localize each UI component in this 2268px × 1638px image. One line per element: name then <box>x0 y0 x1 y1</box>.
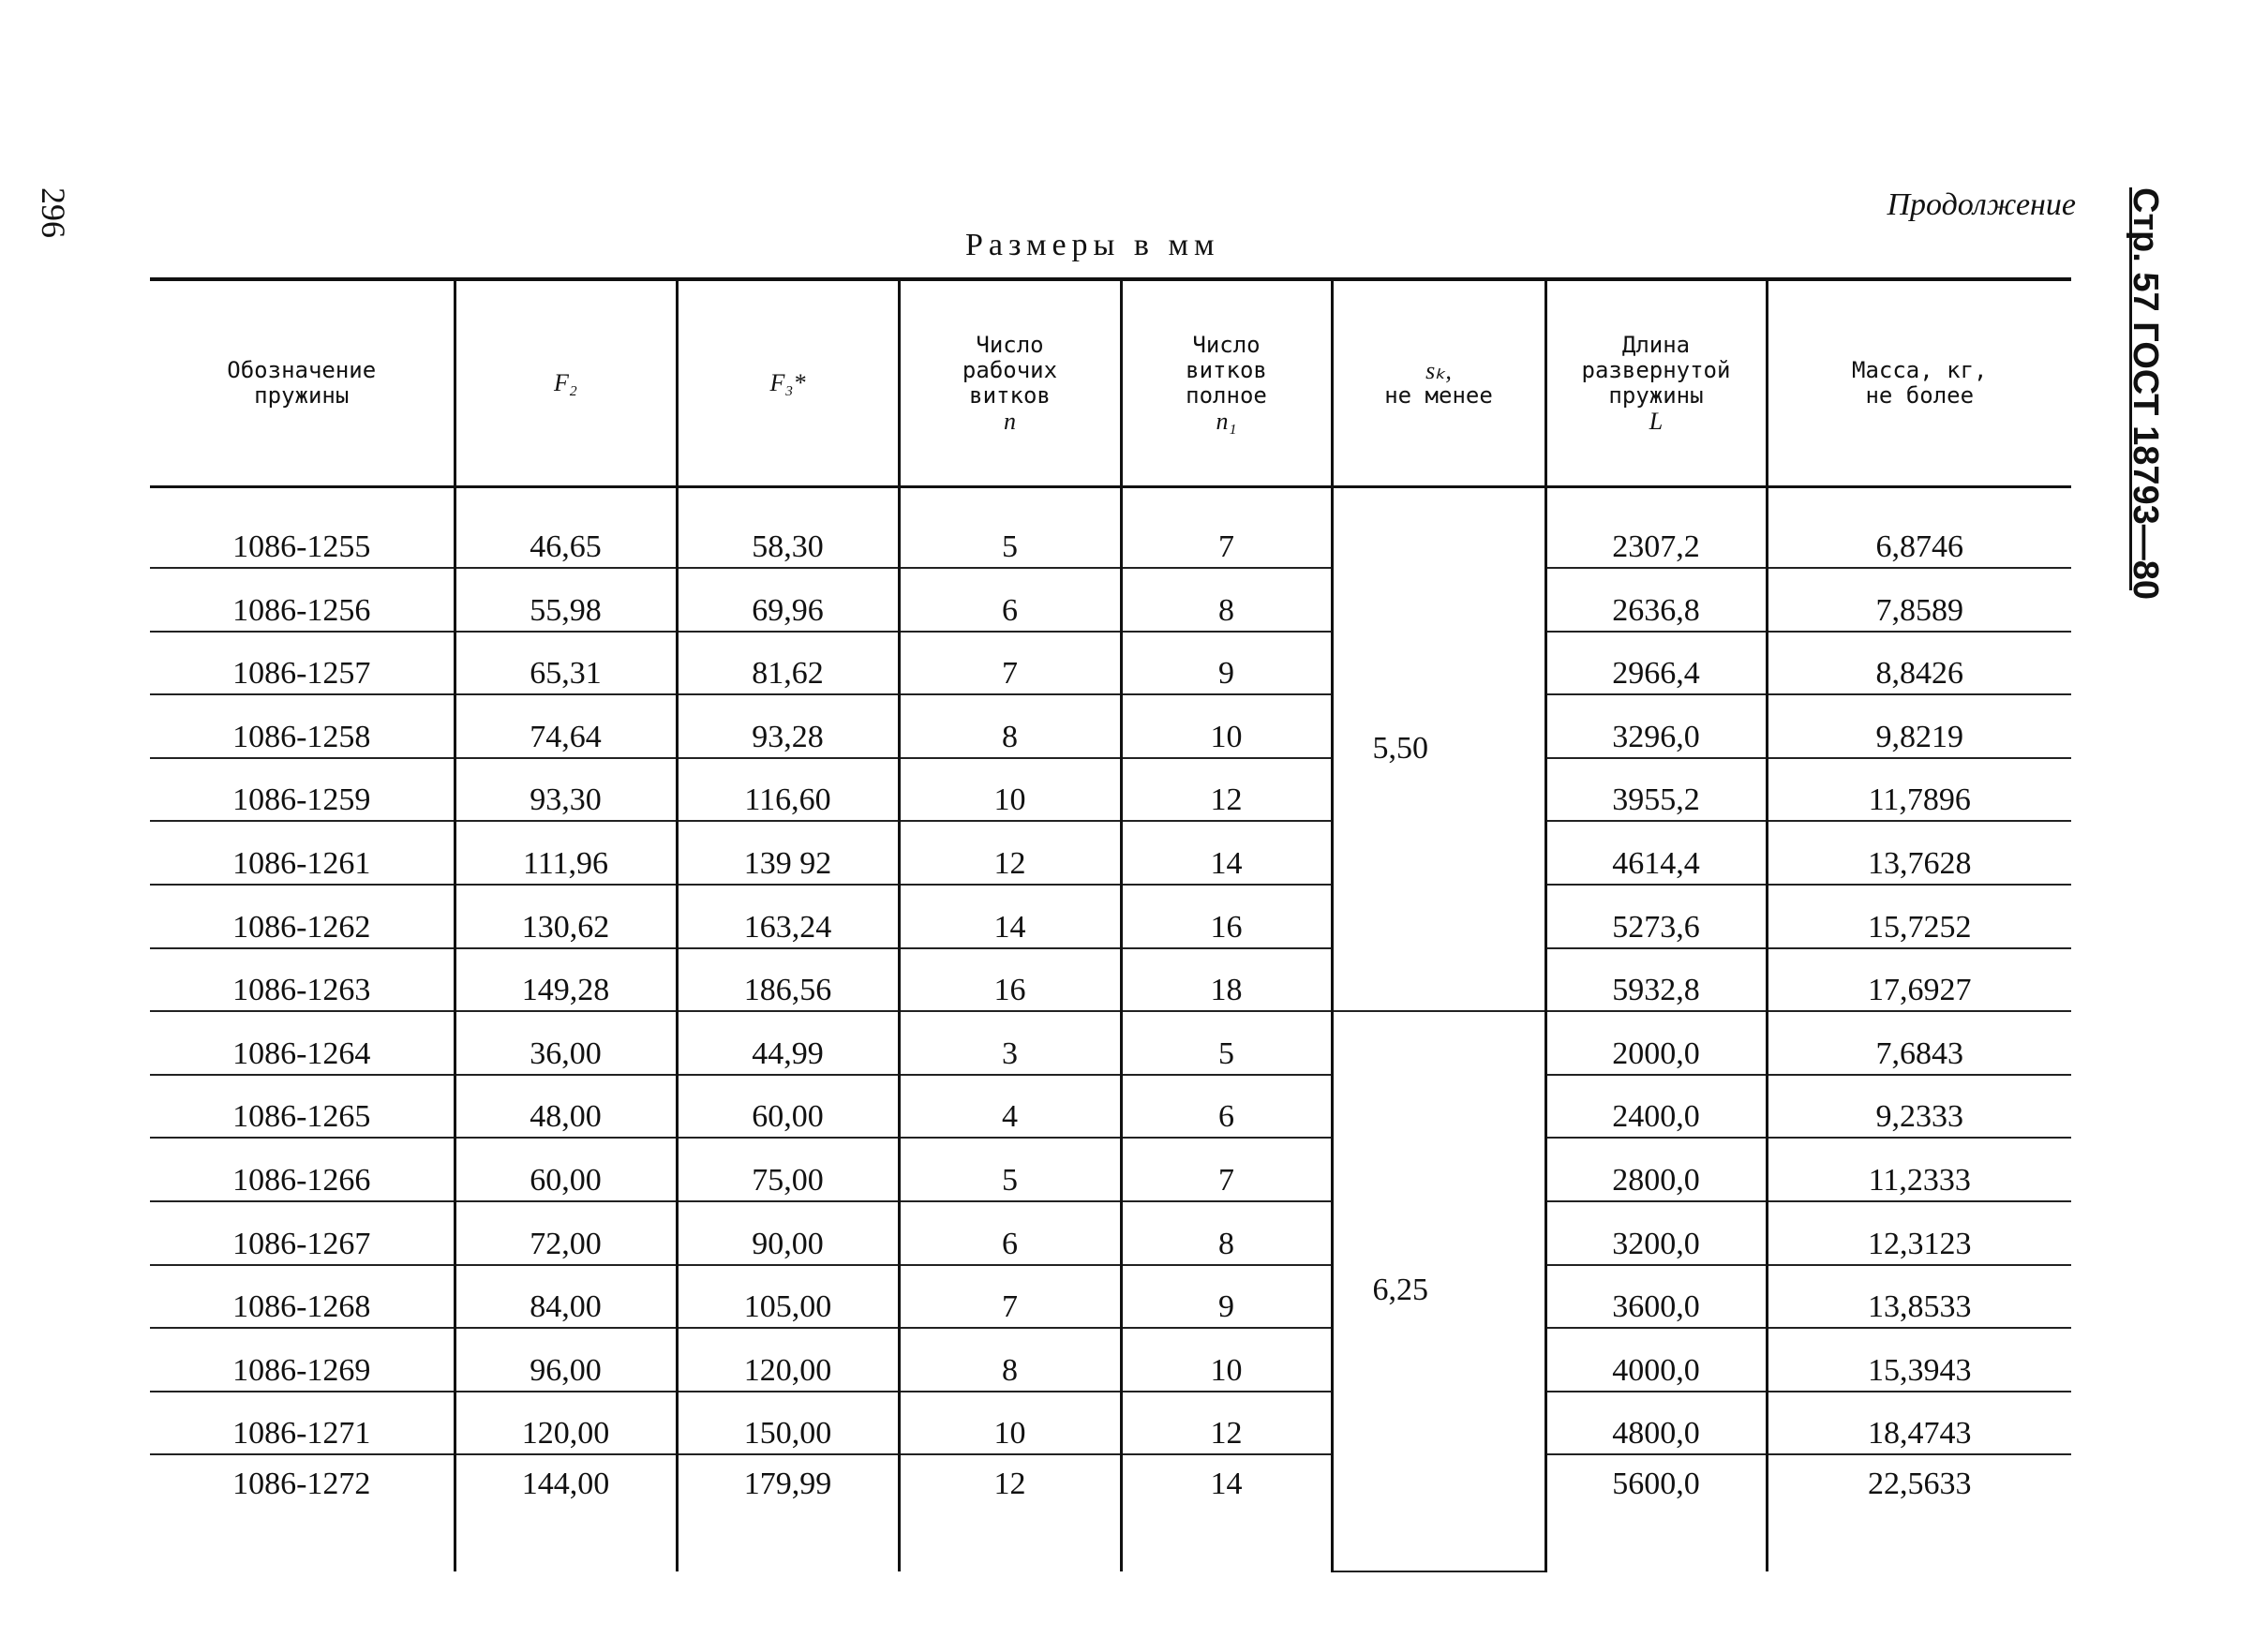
page-number: 296 <box>35 187 72 238</box>
cell-mass: 13,7628 <box>1767 821 2071 885</box>
cell-f3: 163,24 <box>677 885 899 948</box>
table-row <box>150 1328 2071 1392</box>
cell-designation: 1086-1271 <box>150 1392 455 1455</box>
cell-working-coils: 10 <box>899 1392 1121 1455</box>
cell-designation: 1086-1268 <box>150 1265 455 1329</box>
cell-developed-length: 5932,8 <box>1545 948 1767 1012</box>
cell-working-coils: 6 <box>899 1201 1121 1265</box>
cell-f2: 60,00 <box>455 1138 677 1201</box>
table-row <box>150 1201 2071 1265</box>
cell-f2: 46,65 <box>455 487 677 569</box>
cell-designation: 1086-1255 <box>150 487 455 569</box>
cell-mass: 13,8533 <box>1767 1265 2071 1329</box>
header-working-coils: Число рабочих витков n <box>899 279 1121 487</box>
cell-sk: 5,50 <box>1332 487 1545 1012</box>
cell-f3: 120,00 <box>677 1328 899 1392</box>
cell-mass: 11,7896 <box>1767 758 2071 822</box>
cell-mass: 17,6927 <box>1767 948 2071 1012</box>
cell-developed-length: 3200,0 <box>1545 1201 1767 1265</box>
cell-mass: 22,5633 <box>1868 1467 1972 1502</box>
cell-f3: 179,99 <box>677 1454 899 1571</box>
header-developed-length: Длина развернутой пружины L <box>1545 279 1767 487</box>
cell-f2: 72,00 <box>455 1201 677 1265</box>
standard-side-header: Стр. 57 ГОСТ 18793—80 <box>2126 187 2165 601</box>
cell-f2: 93,30 <box>455 758 677 822</box>
cell-total-coils: 12 <box>1121 1392 1332 1455</box>
cell-f2: 149,28 <box>455 948 677 1012</box>
cell-developed-length: 3955,2 <box>1545 758 1767 822</box>
cell-designation: 1086-1263 <box>150 948 455 1012</box>
cell-working-coils: 7 <box>899 632 1121 695</box>
cell-f3: 150,00 <box>677 1392 899 1455</box>
cell-developed-length: 2636,8 <box>1545 568 1767 632</box>
cell-working-coils: 7 <box>899 1265 1121 1329</box>
table-header-row <box>150 279 2071 487</box>
table-row <box>150 821 2071 885</box>
cell-total-coils: 12 <box>1121 758 1332 822</box>
cell-sk: 6,25 <box>1332 1011 1545 1571</box>
cell-designation: 1086-1265 <box>150 1075 455 1139</box>
cell-f2: 96,00 <box>455 1328 677 1392</box>
cell-developed-length: 4800,0 <box>1545 1392 1767 1455</box>
cell-working-coils: 4 <box>899 1075 1121 1139</box>
cell-f2: 120,00 <box>455 1392 677 1455</box>
header-total-coils: Число витков полное n₁ <box>1121 279 1332 487</box>
cell-designation: 1086-1272 <box>150 1454 455 1571</box>
cell-designation: 1086-1262 <box>150 885 455 948</box>
cell-designation: 1086-1269 <box>150 1328 455 1392</box>
cell-working-coils: 14 <box>899 885 1121 948</box>
cell-f2: 36,00 <box>455 1011 677 1075</box>
cell-working-coils: 8 <box>899 1328 1121 1392</box>
cell-working-coils: 12 <box>899 821 1121 885</box>
cell-designation: 1086-1264 <box>150 1011 455 1075</box>
cell-developed-length: 2400,0 <box>1545 1075 1767 1139</box>
cell-total-coils: 8 <box>1121 1201 1332 1265</box>
table-row <box>150 948 2071 1012</box>
cell-developed-length: 3600,0 <box>1545 1265 1767 1329</box>
cell-f3: 186,56 <box>677 948 899 1012</box>
cell-f2: 74,64 <box>455 694 677 758</box>
cell-f3: 58,30 <box>677 487 899 569</box>
continuation-label: Продолжение <box>1887 187 2076 222</box>
table-body <box>150 487 2071 1572</box>
cell-working-coils: 12 <box>899 1454 1121 1571</box>
table-row <box>150 1392 2071 1455</box>
cell-designation: 1086-1267 <box>150 1201 455 1265</box>
cell-f3: 75,00 <box>677 1138 899 1201</box>
cell-mass: 9,2333 <box>1767 1075 2071 1139</box>
cell-mass: 15,3943 <box>1767 1328 2071 1392</box>
cell-designation: 1086-1257 <box>150 632 455 695</box>
cell-developed-length: 2307,2 <box>1545 487 1767 569</box>
units-caption: Размеры в мм <box>965 228 1220 262</box>
cell-f2: 84,00 <box>455 1265 677 1329</box>
cell-total-coils: 10 <box>1121 694 1332 758</box>
table-row <box>150 1265 2071 1329</box>
cell-mass: 7,6843 <box>1767 1011 2071 1075</box>
cell-f2: 55,98 <box>455 568 677 632</box>
cell-developed-length: 4000,0 <box>1545 1328 1767 1392</box>
table-row <box>150 885 2071 948</box>
cell-f3: 90,00 <box>677 1201 899 1265</box>
spring-spec-table <box>150 277 2071 1572</box>
header-sk: sₖ, не менее <box>1332 279 1545 487</box>
cell-mass: 11,2333 <box>1767 1138 2071 1201</box>
cell-f3: 139 92 <box>677 821 899 885</box>
header-designation: Обозначение пружины <box>150 279 455 487</box>
cell-f3: 116,60 <box>677 758 899 822</box>
cell-developed-length: 4614,4 <box>1545 821 1767 885</box>
cell-developed-length: 3296,0 <box>1545 694 1767 758</box>
table-row <box>150 1075 2071 1139</box>
header-f2: F₂ <box>455 279 677 487</box>
cell-designation: 1086-1259 <box>150 758 455 822</box>
cell-total-coils: 9 <box>1121 632 1332 695</box>
cell-f3: 69,96 <box>677 568 899 632</box>
table-row <box>150 568 2071 632</box>
cell-working-coils: 16 <box>899 948 1121 1012</box>
cell-mass: 7,8589 <box>1767 568 2071 632</box>
table-row <box>150 1454 2071 1571</box>
cell-f3: 93,28 <box>677 694 899 758</box>
cell-mass: 6,8746 <box>1767 487 2071 569</box>
cell-working-coils: 8 <box>899 694 1121 758</box>
cell-developed-length: 2000,0 <box>1545 1011 1767 1075</box>
table-row <box>150 487 2071 569</box>
cell-f3: 105,00 <box>677 1265 899 1329</box>
cell-total-coils: 14 <box>1121 1454 1332 1571</box>
cell-designation: 1086-1256 <box>150 568 455 632</box>
cell-mass: 15,7252 <box>1767 885 2071 948</box>
cell-designation: 1086-1258 <box>150 694 455 758</box>
cell-total-coils: 7 <box>1121 1138 1332 1201</box>
cell-f2: 130,62 <box>455 885 677 948</box>
cell-mass: 8,8426 <box>1767 632 2071 695</box>
cell-mass: 18,4743 <box>1767 1392 2071 1455</box>
cell-developed-length: 2800,0 <box>1545 1138 1767 1201</box>
cell-total-coils: 8 <box>1121 568 1332 632</box>
cell-working-coils: 6 <box>899 568 1121 632</box>
cell-mass: 12,3123 <box>1767 1201 2071 1265</box>
cell-total-coils: 16 <box>1121 885 1332 948</box>
cell-f2: 65,31 <box>455 632 677 695</box>
cell-working-coils: 5 <box>899 1138 1121 1201</box>
table-row <box>150 1138 2071 1201</box>
header-mass: Масса, кг, не более <box>1767 279 2071 487</box>
header-f3: F₃* <box>677 279 899 487</box>
cell-f2: 111,96 <box>455 821 677 885</box>
cell-developed-length: 2966,4 <box>1545 632 1767 695</box>
cell-total-coils: 9 <box>1121 1265 1332 1329</box>
cell-developed-length: 5273,6 <box>1545 885 1767 948</box>
cell-total-coils: 14 <box>1121 821 1332 885</box>
cell-developed-length: 5600,0 <box>1545 1454 1767 1571</box>
cell-working-coils: 3 <box>899 1011 1121 1075</box>
table-row <box>150 1011 2071 1075</box>
cell-f3: 81,62 <box>677 632 899 695</box>
cell-mass: 9,8219 <box>1767 694 2071 758</box>
cell-f2: 48,00 <box>455 1075 677 1139</box>
cell-working-coils: 10 <box>899 758 1121 822</box>
table-row <box>150 758 2071 822</box>
cell-total-coils: 7 <box>1121 487 1332 569</box>
table-row <box>150 632 2071 695</box>
cell-total-coils: 18 <box>1121 948 1332 1012</box>
cell-f3: 60,00 <box>677 1075 899 1139</box>
cell-total-coils: 10 <box>1121 1328 1332 1392</box>
cell-designation: 1086-1261 <box>150 821 455 885</box>
cell-total-coils: 6 <box>1121 1075 1332 1139</box>
table-row <box>150 694 2071 758</box>
cell-designation: 1086-1266 <box>150 1138 455 1201</box>
cell-working-coils: 5 <box>899 487 1121 569</box>
cell-f2: 144,00 <box>455 1454 677 1571</box>
cell-total-coils: 5 <box>1121 1011 1332 1075</box>
cell-f3: 44,99 <box>677 1011 899 1075</box>
